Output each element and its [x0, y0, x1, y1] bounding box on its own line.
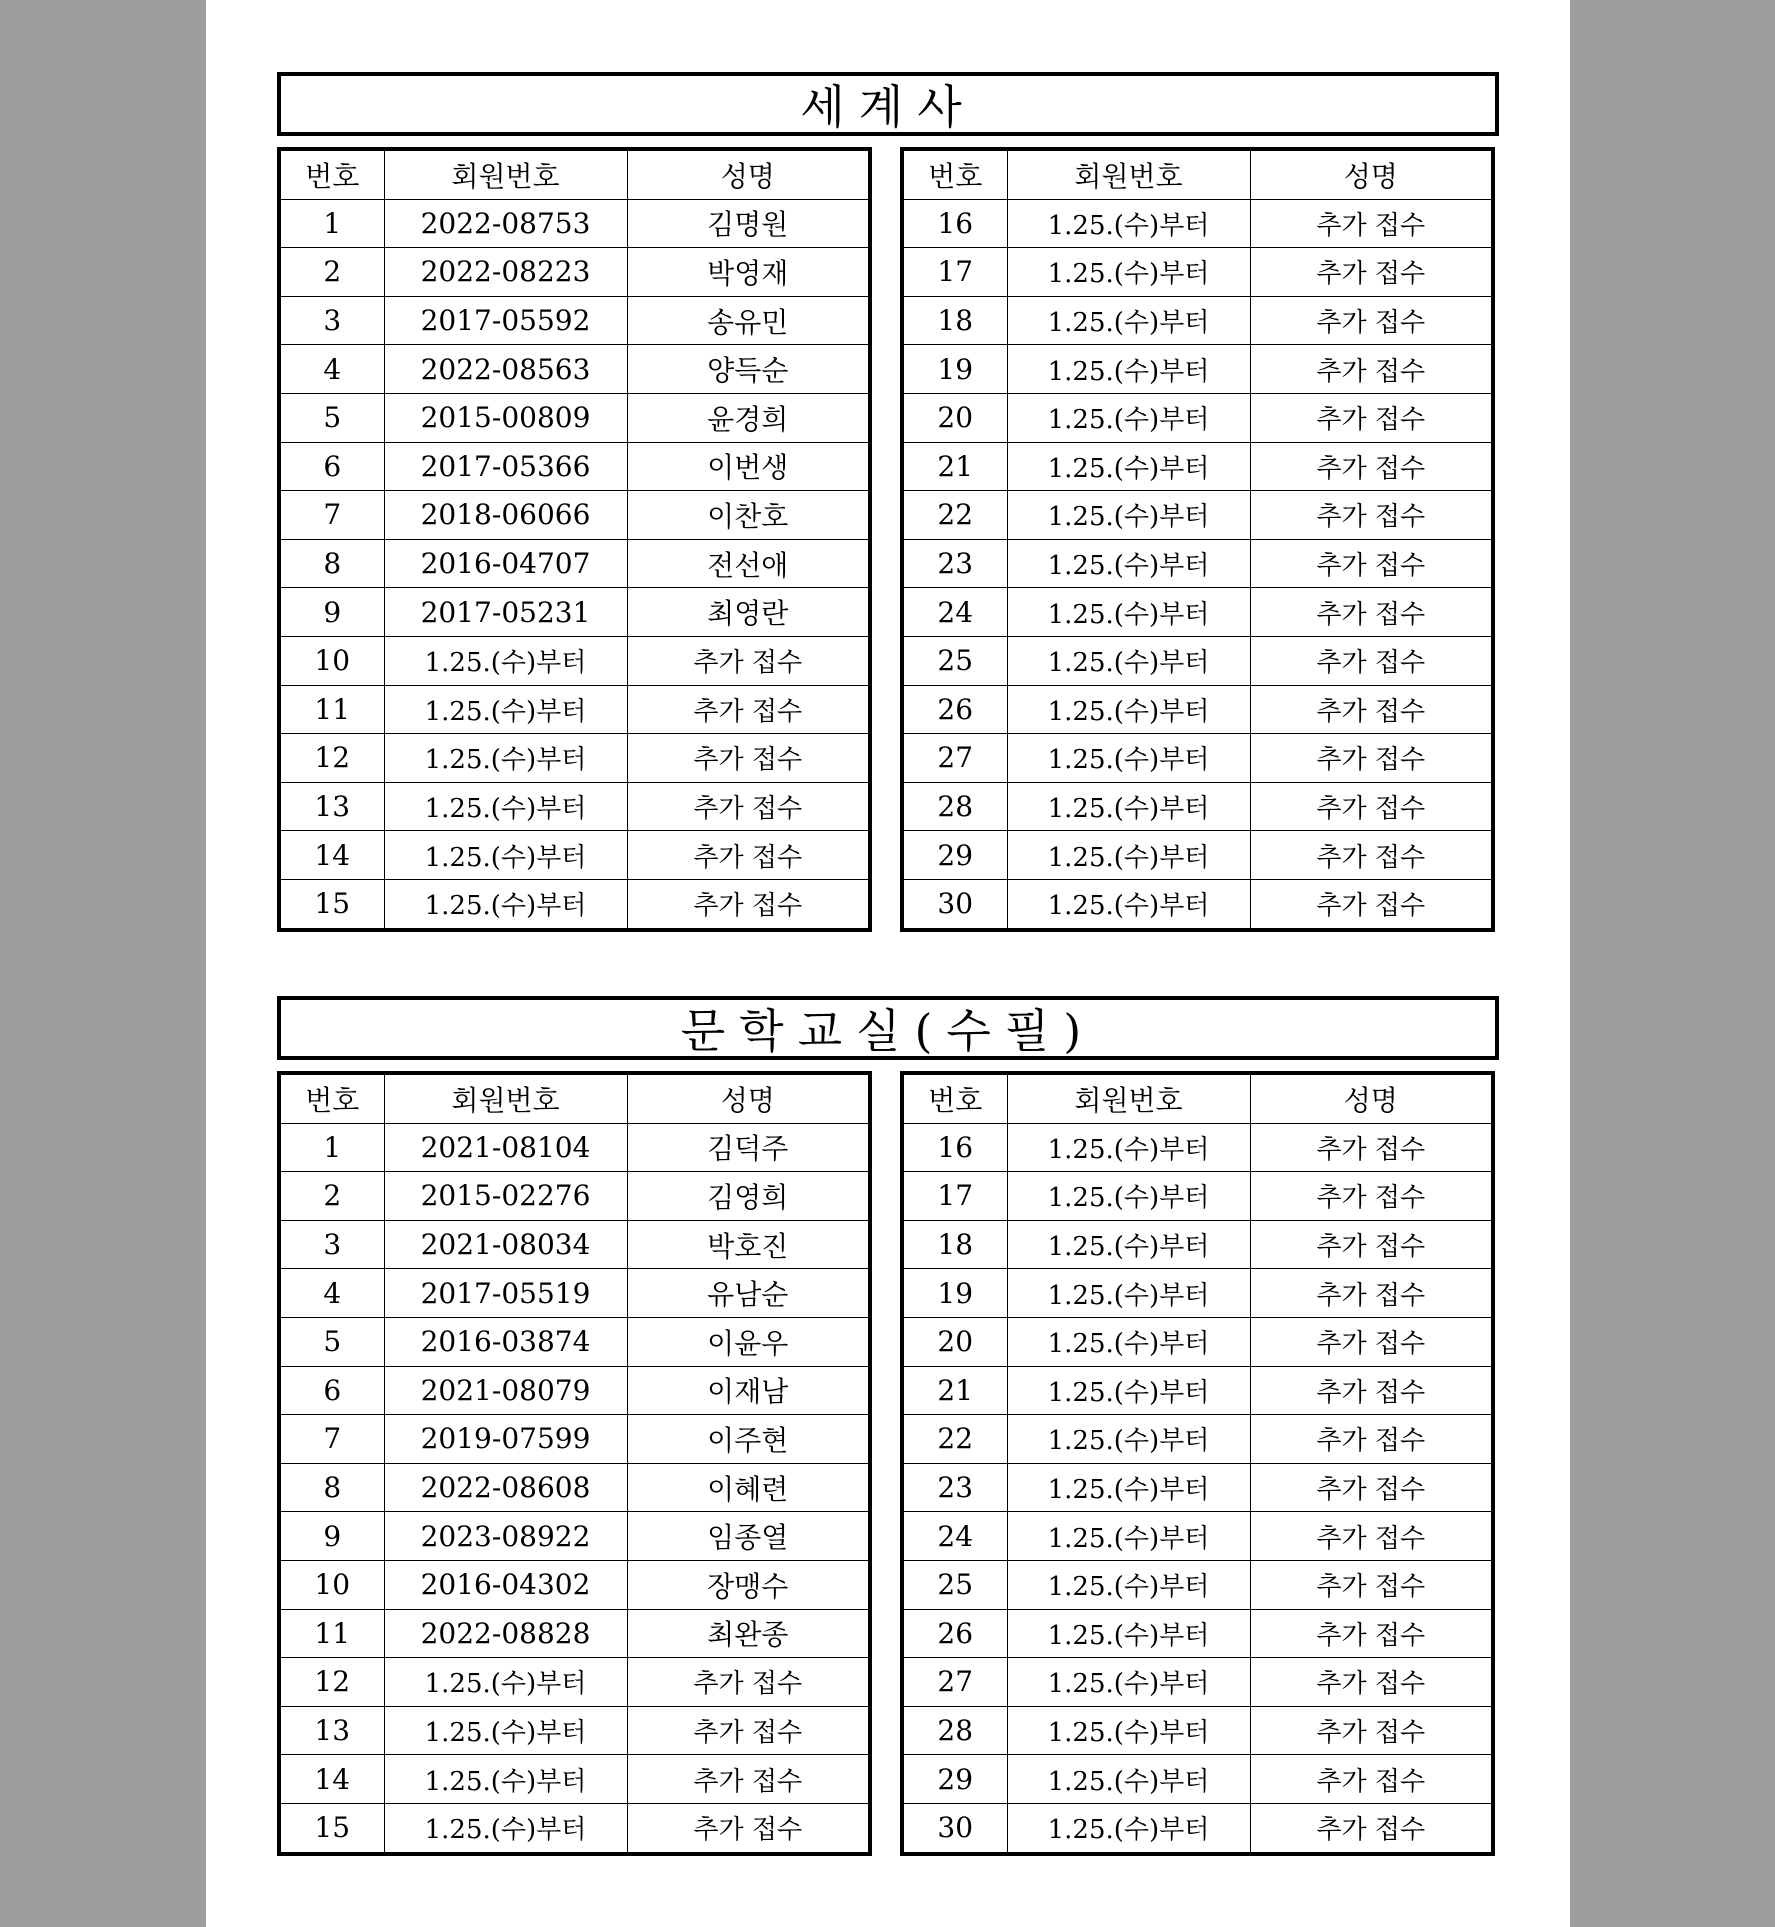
cell-member-no: 1.25.(수)부터 [1007, 539, 1250, 588]
cell-name: 박호진 [627, 1220, 870, 1269]
cell-no: 5 [279, 393, 384, 442]
cell-name: 김명원 [627, 199, 870, 248]
cell-member-no: 1.25.(수)부터 [384, 734, 627, 783]
cell-member-no: 1.25.(수)부터 [1007, 782, 1250, 831]
table-row [279, 831, 870, 880]
table-row [902, 199, 1493, 248]
cell-member-no: 2016-03874 [384, 1317, 627, 1366]
cell-no: 12 [279, 734, 384, 783]
cell-name: 전선애 [627, 539, 870, 588]
table-row [279, 199, 870, 248]
cell-no: 23 [902, 539, 1007, 588]
cell-member-no: 1.25.(수)부터 [384, 1706, 627, 1755]
cell-no: 21 [902, 1366, 1007, 1415]
cell-member-no: 1.25.(수)부터 [1007, 345, 1250, 394]
table-header-row [279, 1073, 870, 1123]
cell-member-no: 1.25.(수)부터 [384, 1755, 627, 1804]
cell-name: 추가 접수 [1250, 1658, 1493, 1707]
cell-name: 추가 접수 [627, 831, 870, 880]
cell-no: 27 [902, 734, 1007, 783]
table-row [279, 1706, 870, 1755]
table-row [279, 1658, 870, 1707]
table-row [279, 1269, 870, 1318]
header-no: 번호 [279, 1073, 384, 1123]
table-row [902, 1560, 1493, 1609]
table-row [279, 1220, 870, 1269]
cell-name: 추가 접수 [1250, 1803, 1493, 1853]
cell-member-no: 1.25.(수)부터 [384, 831, 627, 880]
cell-member-no: 1.25.(수)부터 [384, 685, 627, 734]
cell-no: 25 [902, 636, 1007, 685]
table-row [279, 248, 870, 297]
cell-name: 이주현 [627, 1415, 870, 1464]
table-row [902, 1123, 1493, 1172]
header-member-no: 회원번호 [1007, 149, 1250, 199]
table-row [279, 879, 870, 929]
cell-name: 추가 접수 [1250, 1560, 1493, 1609]
cell-member-no: 1.25.(수)부터 [1007, 296, 1250, 345]
cell-no: 14 [279, 1755, 384, 1804]
table-row [902, 1609, 1493, 1658]
table-row [902, 345, 1493, 394]
table-row [279, 734, 870, 783]
cell-no: 22 [902, 491, 1007, 540]
cell-name: 추가 접수 [1250, 1755, 1493, 1804]
cell-member-no: 2016-04302 [384, 1560, 627, 1609]
cell-name: 추가 접수 [1250, 1415, 1493, 1464]
cell-member-no: 1.25.(수)부터 [1007, 1658, 1250, 1707]
cell-no: 18 [902, 1220, 1007, 1269]
cell-no: 7 [279, 1415, 384, 1464]
table-row [902, 879, 1493, 929]
cell-member-no: 1.25.(수)부터 [384, 879, 627, 929]
cell-name: 추가 접수 [1250, 782, 1493, 831]
cell-no: 20 [902, 393, 1007, 442]
cell-no: 25 [902, 1560, 1007, 1609]
cell-member-no: 1.25.(수)부터 [1007, 685, 1250, 734]
cell-member-no: 2017-05519 [384, 1269, 627, 1318]
cell-member-no: 1.25.(수)부터 [384, 782, 627, 831]
cell-no: 30 [902, 879, 1007, 929]
cell-name: 추가 접수 [1250, 1172, 1493, 1221]
cell-no: 3 [279, 1220, 384, 1269]
table-row [279, 1415, 870, 1464]
cell-no: 2 [279, 248, 384, 297]
table-row [279, 393, 870, 442]
table-row [902, 296, 1493, 345]
cell-no: 19 [902, 1269, 1007, 1318]
cell-no: 6 [279, 442, 384, 491]
table-row [902, 1269, 1493, 1318]
cell-member-no: 1.25.(수)부터 [384, 1658, 627, 1707]
cell-no: 13 [279, 1706, 384, 1755]
cell-name: 추가 접수 [1250, 1512, 1493, 1561]
table-row [279, 442, 870, 491]
table-header-row [902, 149, 1493, 199]
cell-name: 추가 접수 [627, 685, 870, 734]
cell-name: 추가 접수 [1250, 539, 1493, 588]
cell-name: 추가 접수 [1250, 1609, 1493, 1658]
table-row [902, 782, 1493, 831]
cell-member-no: 1.25.(수)부터 [1007, 831, 1250, 880]
header-member-no: 회원번호 [1007, 1073, 1250, 1123]
cell-name: 윤경희 [627, 393, 870, 442]
table-row [279, 1317, 870, 1366]
cell-member-no: 1.25.(수)부터 [1007, 1706, 1250, 1755]
cell-name: 추가 접수 [627, 1658, 870, 1707]
cell-name: 추가 접수 [1250, 491, 1493, 540]
table-row [279, 491, 870, 540]
table-row [902, 685, 1493, 734]
document-page [206, 0, 1570, 1927]
cell-no: 30 [902, 1803, 1007, 1853]
table-row [902, 1755, 1493, 1804]
cell-name: 추가 접수 [1250, 199, 1493, 248]
cell-no: 9 [279, 1512, 384, 1561]
cell-member-no: 1.25.(수)부터 [1007, 879, 1250, 929]
cell-no: 19 [902, 345, 1007, 394]
table-row [279, 345, 870, 394]
table-row [902, 1172, 1493, 1221]
cell-member-no: 1.25.(수)부터 [1007, 1269, 1250, 1318]
cell-member-no: 1.25.(수)부터 [1007, 1123, 1250, 1172]
cell-no: 23 [902, 1463, 1007, 1512]
cell-member-no: 2022-08563 [384, 345, 627, 394]
cell-name: 추가 접수 [627, 879, 870, 929]
cell-name: 추가 접수 [1250, 831, 1493, 880]
cell-name: 임종열 [627, 1512, 870, 1561]
cell-no: 13 [279, 782, 384, 831]
cell-name: 박영재 [627, 248, 870, 297]
cell-member-no: 2022-08828 [384, 1609, 627, 1658]
roster-table-left [277, 1071, 872, 1856]
cell-no: 8 [279, 1463, 384, 1512]
cell-member-no: 2021-08034 [384, 1220, 627, 1269]
cell-no: 11 [279, 685, 384, 734]
cell-no: 21 [902, 442, 1007, 491]
header-name: 성명 [627, 1073, 870, 1123]
table-row [279, 1512, 870, 1561]
table-row [279, 588, 870, 637]
cell-no: 10 [279, 636, 384, 685]
cell-no: 12 [279, 1658, 384, 1707]
cell-no: 3 [279, 296, 384, 345]
table-row [279, 636, 870, 685]
cell-name: 최완종 [627, 1609, 870, 1658]
cell-no: 1 [279, 199, 384, 248]
table-row [902, 393, 1493, 442]
cell-name: 장맹수 [627, 1560, 870, 1609]
cell-name: 유남순 [627, 1269, 870, 1318]
cell-member-no: 2022-08753 [384, 199, 627, 248]
table-row [279, 782, 870, 831]
table-row [279, 1609, 870, 1658]
cell-name: 이혜련 [627, 1463, 870, 1512]
cell-member-no: 1.25.(수)부터 [1007, 636, 1250, 685]
cell-name: 이찬호 [627, 491, 870, 540]
cell-member-no: 1.25.(수)부터 [1007, 1560, 1250, 1609]
table-row [279, 296, 870, 345]
table-row [902, 442, 1493, 491]
cell-member-no: 2015-00809 [384, 393, 627, 442]
cell-member-no: 1.25.(수)부터 [1007, 442, 1250, 491]
cell-no: 6 [279, 1366, 384, 1415]
table-row [902, 1415, 1493, 1464]
cell-no: 24 [902, 588, 1007, 637]
cell-member-no: 2017-05231 [384, 588, 627, 637]
cell-name: 이번생 [627, 442, 870, 491]
cell-no: 26 [902, 1609, 1007, 1658]
cell-member-no: 2017-05366 [384, 442, 627, 491]
cell-member-no: 1.25.(수)부터 [1007, 1172, 1250, 1221]
cell-member-no: 1.25.(수)부터 [1007, 1803, 1250, 1853]
table-row [902, 539, 1493, 588]
header-no: 번호 [279, 149, 384, 199]
roster-table-left [277, 147, 872, 932]
header-no: 번호 [902, 149, 1007, 199]
table-row [279, 1172, 870, 1221]
cell-name: 김덕주 [627, 1123, 870, 1172]
cell-no: 8 [279, 539, 384, 588]
cell-no: 17 [902, 248, 1007, 297]
table-row [279, 1560, 870, 1609]
cell-name: 추가 접수 [1250, 393, 1493, 442]
table-row [279, 539, 870, 588]
cell-member-no: 1.25.(수)부터 [1007, 734, 1250, 783]
cell-name: 추가 접수 [1250, 1220, 1493, 1269]
table-row [902, 1463, 1493, 1512]
cell-name: 추가 접수 [1250, 1366, 1493, 1415]
cell-name: 추가 접수 [1250, 734, 1493, 783]
cell-member-no: 1.25.(수)부터 [384, 1803, 627, 1853]
table-header-row [902, 1073, 1493, 1123]
header-name: 성명 [1250, 149, 1493, 199]
cell-name: 김영희 [627, 1172, 870, 1221]
cell-member-no: 2021-08079 [384, 1366, 627, 1415]
cell-no: 4 [279, 345, 384, 394]
table-row [902, 1512, 1493, 1561]
table-row [902, 1220, 1493, 1269]
cell-name: 추가 접수 [627, 782, 870, 831]
header-no: 번호 [902, 1073, 1007, 1123]
cell-name: 추가 접수 [1250, 442, 1493, 491]
cell-name: 추가 접수 [1250, 248, 1493, 297]
cell-member-no: 1.25.(수)부터 [1007, 1220, 1250, 1269]
table-row [279, 1755, 870, 1804]
table-header-row [279, 149, 870, 199]
cell-name: 이재남 [627, 1366, 870, 1415]
cell-name: 추가 접수 [627, 1803, 870, 1853]
section-title: 문학교실(수필) [277, 996, 1499, 1060]
cell-no: 9 [279, 588, 384, 637]
table-row [279, 1366, 870, 1415]
cell-no: 2 [279, 1172, 384, 1221]
cell-no: 29 [902, 831, 1007, 880]
cell-name: 추가 접수 [627, 636, 870, 685]
cell-no: 16 [902, 199, 1007, 248]
cell-name: 추가 접수 [1250, 1463, 1493, 1512]
cell-no: 28 [902, 1706, 1007, 1755]
cell-member-no: 2022-08608 [384, 1463, 627, 1512]
cell-no: 26 [902, 685, 1007, 734]
cell-member-no: 1.25.(수)부터 [1007, 1317, 1250, 1366]
cell-no: 28 [902, 782, 1007, 831]
table-row [902, 491, 1493, 540]
cell-member-no: 1.25.(수)부터 [1007, 1463, 1250, 1512]
cell-name: 추가 접수 [1250, 879, 1493, 929]
header-name: 성명 [1250, 1073, 1493, 1123]
cell-member-no: 1.25.(수)부터 [1007, 393, 1250, 442]
cell-member-no: 1.25.(수)부터 [1007, 491, 1250, 540]
cell-member-no: 2017-05592 [384, 296, 627, 345]
cell-member-no: 1.25.(수)부터 [1007, 1512, 1250, 1561]
cell-no: 27 [902, 1658, 1007, 1707]
cell-name: 추가 접수 [1250, 1706, 1493, 1755]
cell-no: 4 [279, 1269, 384, 1318]
table-row [902, 1803, 1493, 1853]
table-row [279, 1803, 870, 1853]
table-row [279, 685, 870, 734]
cell-name: 추가 접수 [1250, 636, 1493, 685]
header-member-no: 회원번호 [384, 149, 627, 199]
cell-no: 22 [902, 1415, 1007, 1464]
cell-no: 11 [279, 1609, 384, 1658]
cell-name: 추가 접수 [1250, 296, 1493, 345]
cell-name: 최영란 [627, 588, 870, 637]
table-row [902, 636, 1493, 685]
table-row [902, 588, 1493, 637]
cell-member-no: 2023-08922 [384, 1512, 627, 1561]
cell-member-no: 2021-08104 [384, 1123, 627, 1172]
table-row [902, 734, 1493, 783]
header-name: 성명 [627, 149, 870, 199]
table-row [902, 831, 1493, 880]
cell-no: 14 [279, 831, 384, 880]
cell-member-no: 2015-02276 [384, 1172, 627, 1221]
header-member-no: 회원번호 [384, 1073, 627, 1123]
cell-member-no: 1.25.(수)부터 [384, 636, 627, 685]
cell-no: 5 [279, 1317, 384, 1366]
cell-no: 10 [279, 1560, 384, 1609]
table-row [902, 248, 1493, 297]
cell-name: 추가 접수 [1250, 588, 1493, 637]
cell-member-no: 2019-07599 [384, 1415, 627, 1464]
roster-table-right [900, 147, 1495, 932]
cell-no: 7 [279, 491, 384, 540]
cell-no: 20 [902, 1317, 1007, 1366]
cell-name: 추가 접수 [627, 734, 870, 783]
cell-name: 이윤우 [627, 1317, 870, 1366]
cell-no: 24 [902, 1512, 1007, 1561]
cell-name: 추가 접수 [1250, 1123, 1493, 1172]
cell-name: 추가 접수 [1250, 1317, 1493, 1366]
cell-member-no: 2022-08223 [384, 248, 627, 297]
cell-member-no: 1.25.(수)부터 [1007, 1415, 1250, 1464]
table-row [902, 1317, 1493, 1366]
cell-name: 추가 접수 [627, 1706, 870, 1755]
table-row [902, 1366, 1493, 1415]
table-row [279, 1463, 870, 1512]
cell-no: 16 [902, 1123, 1007, 1172]
cell-member-no: 1.25.(수)부터 [1007, 588, 1250, 637]
cell-name: 추가 접수 [1250, 685, 1493, 734]
cell-name: 추가 접수 [627, 1755, 870, 1804]
cell-member-no: 1.25.(수)부터 [1007, 199, 1250, 248]
cell-member-no: 2016-04707 [384, 539, 627, 588]
cell-member-no: 1.25.(수)부터 [1007, 248, 1250, 297]
cell-name: 추가 접수 [1250, 1269, 1493, 1318]
cell-no: 15 [279, 879, 384, 929]
cell-member-no: 2018-06066 [384, 491, 627, 540]
cell-no: 1 [279, 1123, 384, 1172]
cell-no: 29 [902, 1755, 1007, 1804]
cell-no: 15 [279, 1803, 384, 1853]
cell-member-no: 1.25.(수)부터 [1007, 1609, 1250, 1658]
cell-member-no: 1.25.(수)부터 [1007, 1755, 1250, 1804]
cell-no: 18 [902, 296, 1007, 345]
cell-member-no: 1.25.(수)부터 [1007, 1366, 1250, 1415]
cell-name: 송유민 [627, 296, 870, 345]
table-row [902, 1658, 1493, 1707]
cell-name: 추가 접수 [1250, 345, 1493, 394]
table-row [902, 1706, 1493, 1755]
table-row [279, 1123, 870, 1172]
cell-no: 17 [902, 1172, 1007, 1221]
roster-table-right [900, 1071, 1495, 1856]
section-title: 세계사 [277, 72, 1499, 136]
cell-name: 양득순 [627, 345, 870, 394]
